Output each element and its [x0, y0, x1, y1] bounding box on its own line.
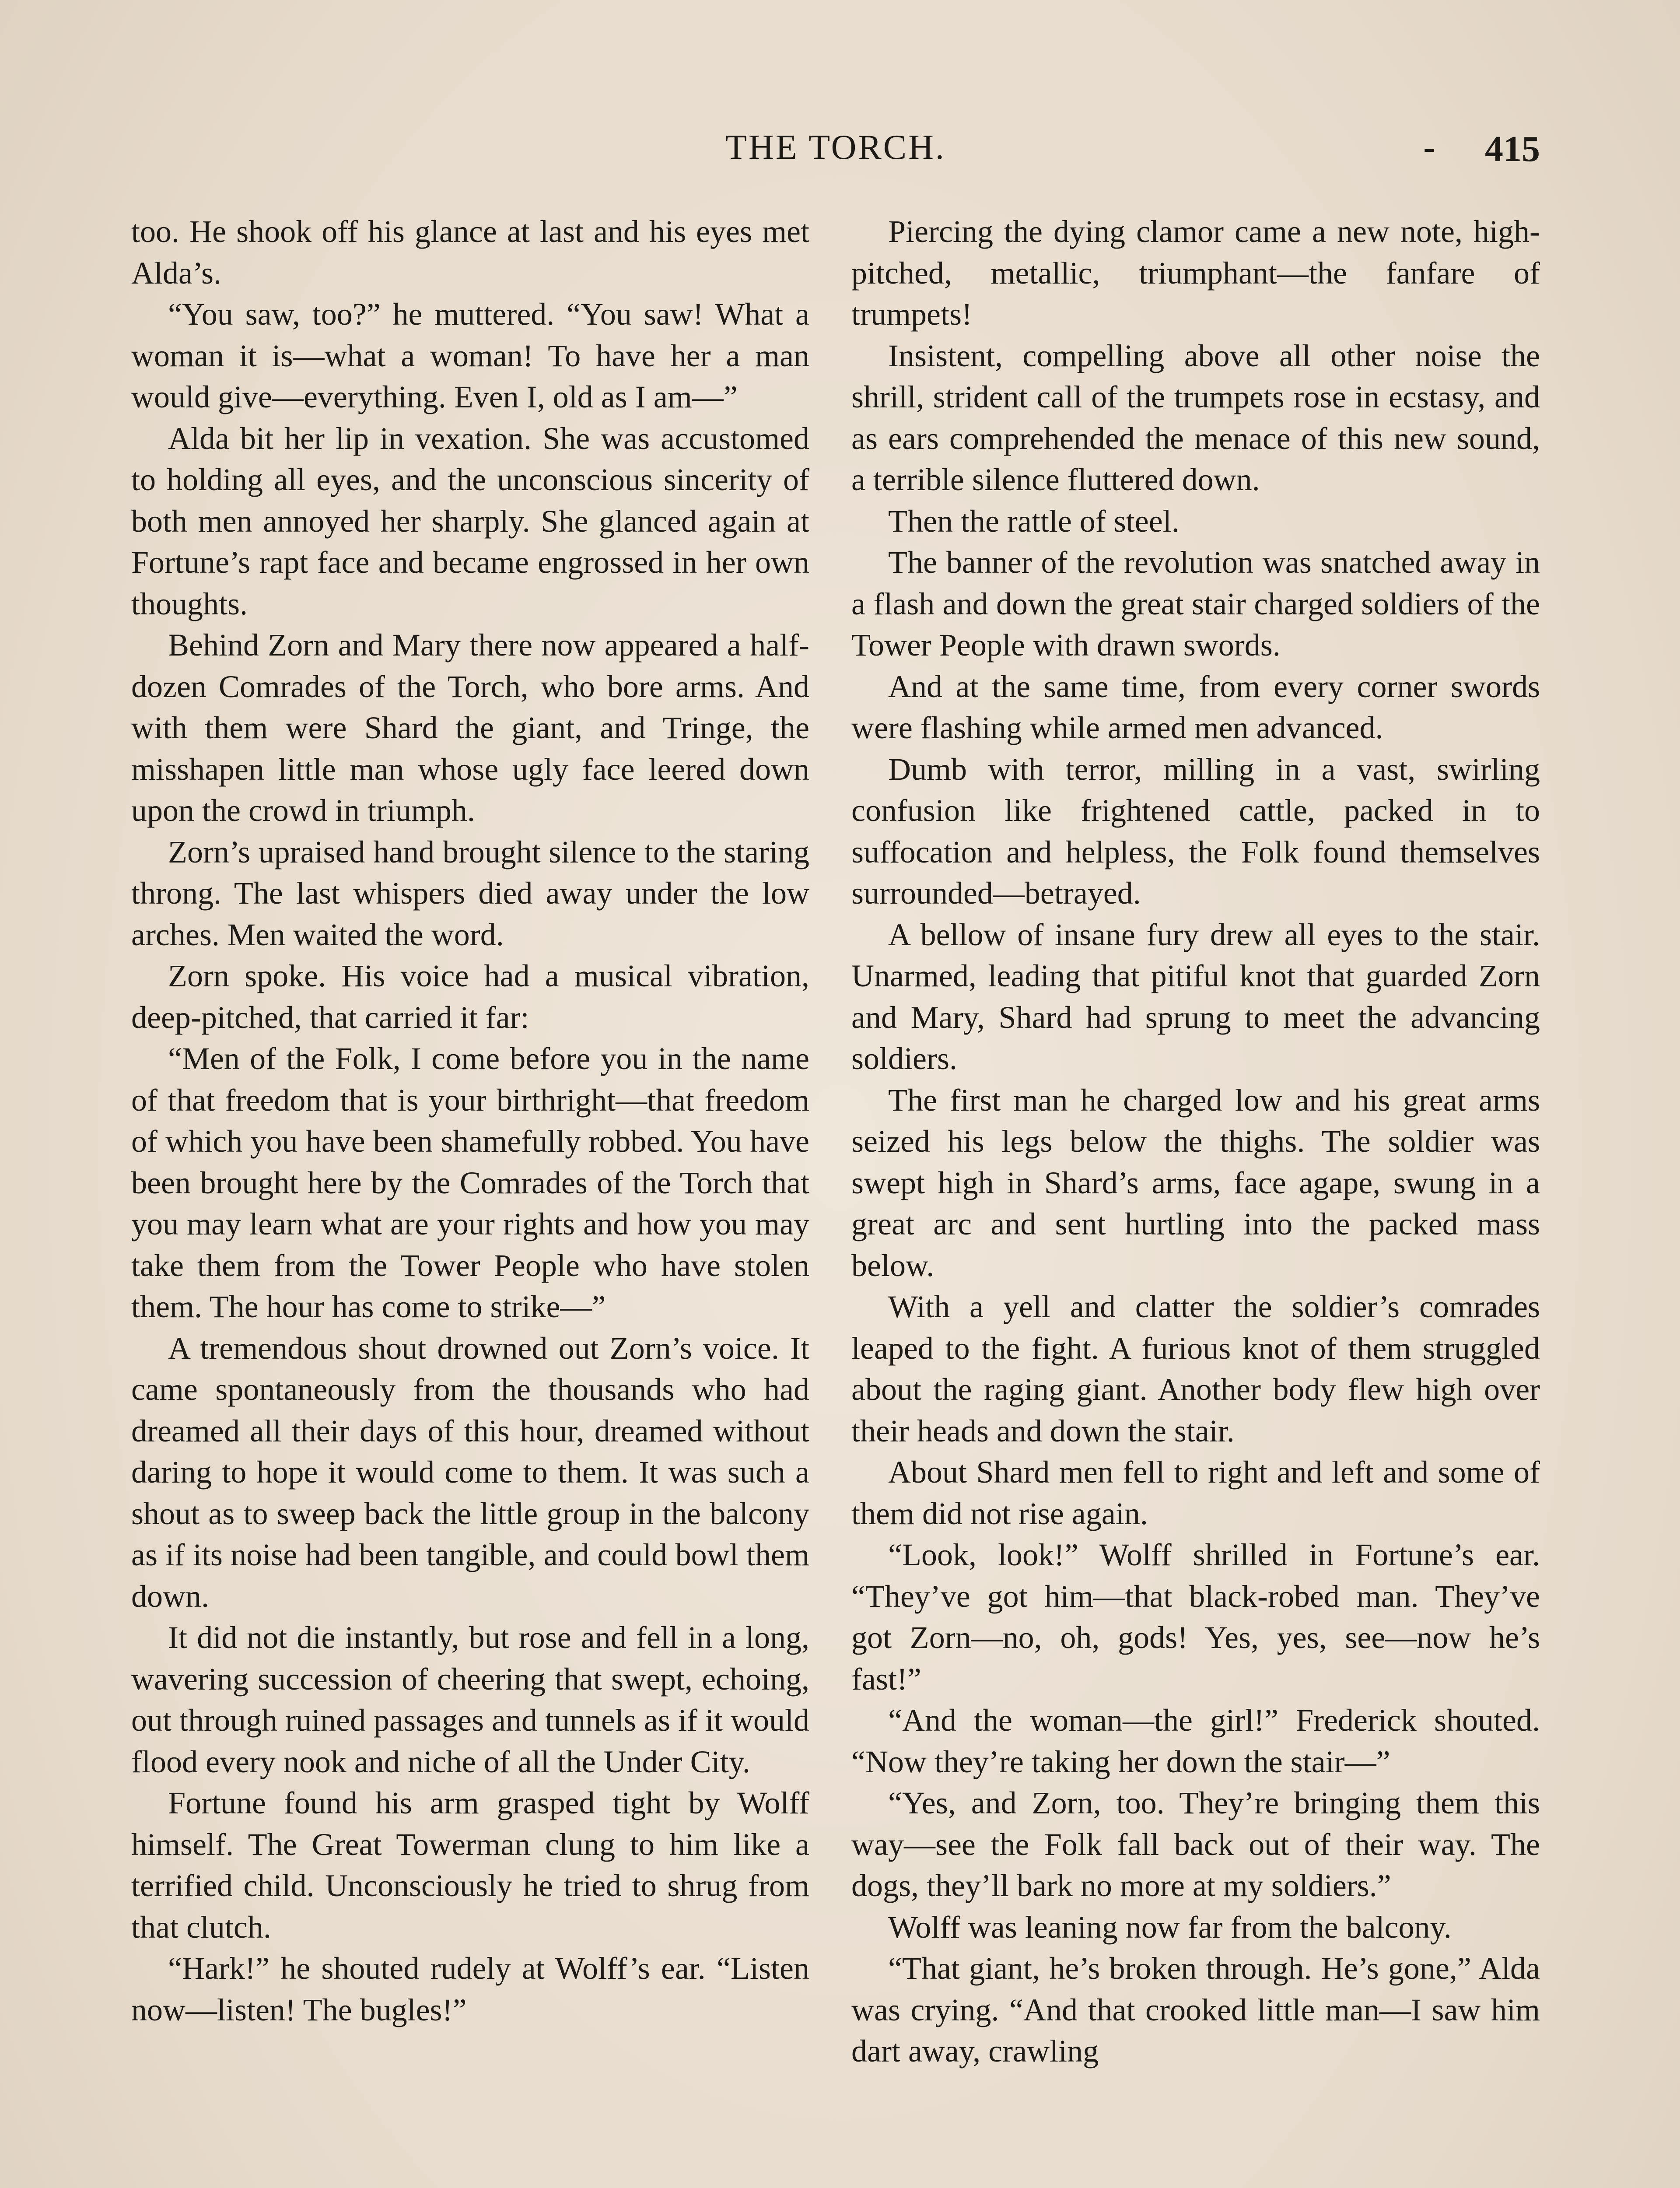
paragraph: Wolff was leaning now far from the balcony. [888, 1909, 1452, 1945]
paragraph: The first man he charged low and his great arms seized his legs below the thighs. The soldier was swept high in Shard’s arms, face agape, swung in a great arc and sent hurtling into the packed mass below. [851, 1082, 1540, 1283]
paragraph: “And the woman—the girl!” Frederick shouted. “Now they’re taking her down the stair—” [851, 1703, 1540, 1779]
paragraph: A tremendous shout drowned out Zorn’s voice. It came spontaneously from the thousands who had dreamed all their days of this hour, dreamed without daring to hope it would come to them. It was such a shout as to sweep back the little group in the balcony as if its noise had been tangible, and could bowl them down. [131, 1330, 809, 1614]
paragraph: “Hark!” he shouted rudely at Wolff’s ear. “Listen now—listen! The bugles!” [131, 1951, 809, 2027]
paragraph: About Shard men fell to right and left and some of them did not rise again. [851, 1455, 1540, 1531]
paragraph: A bellow of insane fury drew all eyes to the stair. Unarmed, leading that pitiful knot that guarded Zorn and Mary, Shard had sprung to meet the advancing soldiers. [851, 917, 1540, 1076]
paragraph: And at the same time, from every corner swords were flashing while armed men advanced. [851, 669, 1540, 745]
paragraph: Zorn’s upraised hand brought silence to the staring throng. The last whispers died away under the low arches. Men waited the word. [131, 834, 809, 952]
page-number: 415 [1485, 129, 1540, 169]
paragraph: Piercing the dying clamor came a new note, high-pitched, metallic, triumphant—the fanfare of trumpets! [851, 214, 1540, 332]
paragraph: Dumb with terror, milling in a vast, swirling confusion like frightened cattle, packed in to suffocation and helpless, the Folk found themselves surrounded—betrayed. [851, 751, 1540, 911]
paragraph: Insistent, compelling above all other noise the shrill, strident call of the trumpets rose in ecstasy, and as ears comprehended the menace of this new sound, a terrible silence fluttered down. [851, 338, 1540, 497]
paragraph: “Yes, and Zorn, too. They’re bringing them this way—see the Folk fall back out of their way. The dogs, they’ll bark no more at my soldiers.” [851, 1785, 1540, 1903]
paragraph: Then the rattle of steel. [888, 503, 1180, 539]
paragraph: Alda bit her lip in vexation. She was accustomed to holding all eyes, and the unconscious sincerity of both men annoyed her sharply. She glanced again at Fortune’s rapt face and became engrossed in her own thoughts. [131, 421, 809, 621]
right-column [851, 211, 1540, 2188]
paragraph: “That giant, he’s broken through. He’s gone,” Alda was crying. “And that crooked little man—I saw him dart away, crawling [851, 1951, 1540, 2069]
header-dash: - [1423, 128, 1435, 167]
paragraph: It did not die instantly, but rose and fell in a long, wavering succession of cheering that swept, echoing, out through ruined passages and tunnels as if it would flood every nook and niche of all the Under City. [131, 1620, 809, 1779]
paragraph: With a yell and clatter the soldier’s comrades leaped to the fight. A furious knot of them struggled about the raging giant. Another body flew high over their heads and down the stair. [851, 1289, 1540, 1448]
paragraph: The banner of the revolution was snatched away in a flash and down the great stair charged soldiers of the Tower People with drawn swords. [851, 545, 1540, 663]
paragraph: Zorn spoke. His voice had a musical vibration, deep-pitched, that carried it far: [131, 958, 809, 1035]
paragraph: “Look, look!” Wolff shrilled in Fortune’s ear. “They’ve got him—that black-robed man. They’ve got Zorn—no, oh, gods! Yes, yes, see—now he’s fast!” [851, 1537, 1540, 1697]
paragraph: “Men of the Folk, I come before you in the name of that freedom that is your birthright—that freedom of which you have been shamefully robbed. You have been brought here by the Comrades of the Torch that you may learn what are your rights and how you may take them from the Tower People who have stolen them. The hour has come to strike—” [131, 1041, 809, 1324]
paragraph: Behind Zorn and Mary there now appeared a half-dozen Comrades of the Torch, who bore arms. And with them were Shard the giant, and Tringe, the misshapen little man whose ugly face leered down upon the crowd in triumph. [131, 628, 809, 828]
paragraph: too. He shook off his glance at last and his eyes met Alda’s. [131, 214, 809, 291]
running-title: THE TORCH. [725, 128, 946, 167]
paragraph: “You saw, too?” he muttered. “You saw! What a woman it is—what a woman! To have her a man would give—everything. Even I, old as I am—” [131, 297, 809, 414]
paragraph: Fortune found his arm grasped tight by Wolff himself. The Great Towerman clung to him like a terrified child. Unconsciously he tried to shrug from that clutch. [131, 1785, 809, 1945]
left-column [131, 211, 809, 2188]
page-header [131, 128, 1540, 176]
